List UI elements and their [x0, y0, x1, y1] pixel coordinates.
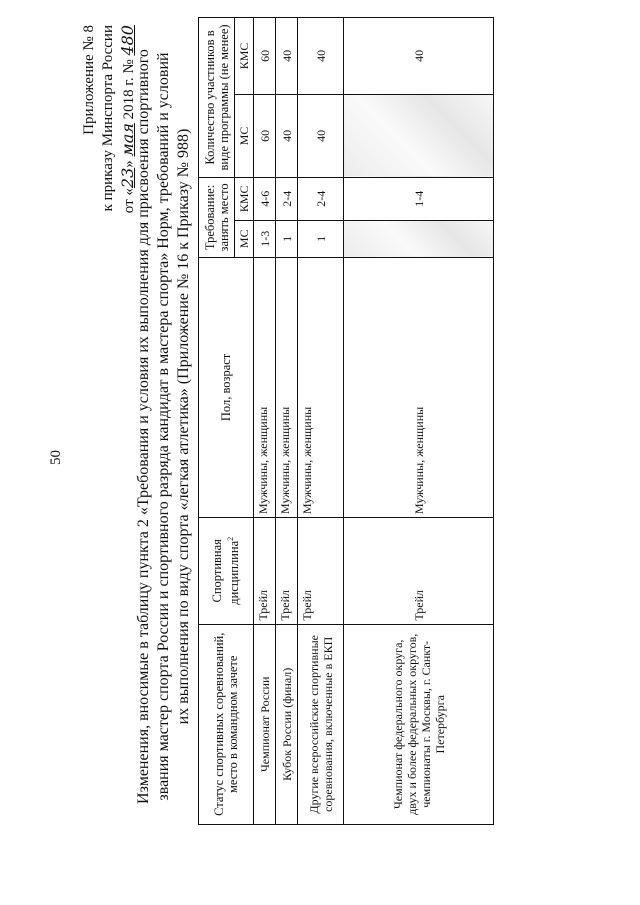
scan-noise-cell — [344, 220, 494, 257]
subheader-req-ms: МС — [235, 220, 254, 257]
page-number: 50 — [48, 450, 64, 465]
header-status: Статус спортивных соревнований, место в командном зачете — [199, 624, 254, 824]
subheader-part-ms: МС — [235, 94, 254, 177]
table-row: Чемпионат федерального округа, двух и более федеральных округов, чемпионаты г. Москвы, г. Санкт-Петербурга Трейл Мужчины, женщины 1-4 40 — [344, 18, 494, 825]
table-row: Чемпионат России Трейл Мужчины, женщины 1-3 4-6 60 60 — [254, 18, 276, 825]
handwritten-day: 23 — [118, 167, 137, 189]
header-gender: Пол, возраст — [199, 257, 254, 517]
header-discipline: Спортивная дисциплина$^2$ — [199, 518, 254, 625]
document-heading: Изменения, вносимые в таблицу пункта 2 «Требования и условия их выполнения для присвоения спортивного звания мастер спорта России и спортивного разряда кандидат в мастера спорта» Норм, требований и условий их выполнения по виду спорта «легкая атлетика» (Приложение № 16 к Приказу № 988) — [135, 49, 192, 804]
table-row: Другие всероссийские спортивные соревнования, включенные в ЕКП Трейл Мужчины, женщины 1 2-4 40 40 — [298, 18, 344, 825]
header-requirement: Требование: занять место — [199, 177, 235, 257]
scan-noise-cell — [344, 94, 494, 177]
subheader-req-kms: КМС — [235, 177, 254, 220]
table-row: Кубок России (финал) Трейл Мужчины, женщины 1 2-4 40 40 — [276, 18, 298, 825]
appendix-order: к приказу Минспорта России — [100, 25, 116, 212]
table-header-row — [199, 18, 235, 825]
norms-table — [198, 17, 494, 825]
subheader-part-kms: КМС — [235, 18, 254, 95]
handwritten-month: мая — [118, 123, 137, 157]
appendix-block — [80, 25, 139, 275]
appendix-date: от «23» мая 2018 г. № 480 — [118, 25, 137, 214]
header-participants: Количество участников в виде программы (не менее) — [199, 18, 235, 178]
appendix-title: Приложение № 8 — [81, 25, 97, 135]
handwritten-number: 480 — [118, 25, 137, 56]
